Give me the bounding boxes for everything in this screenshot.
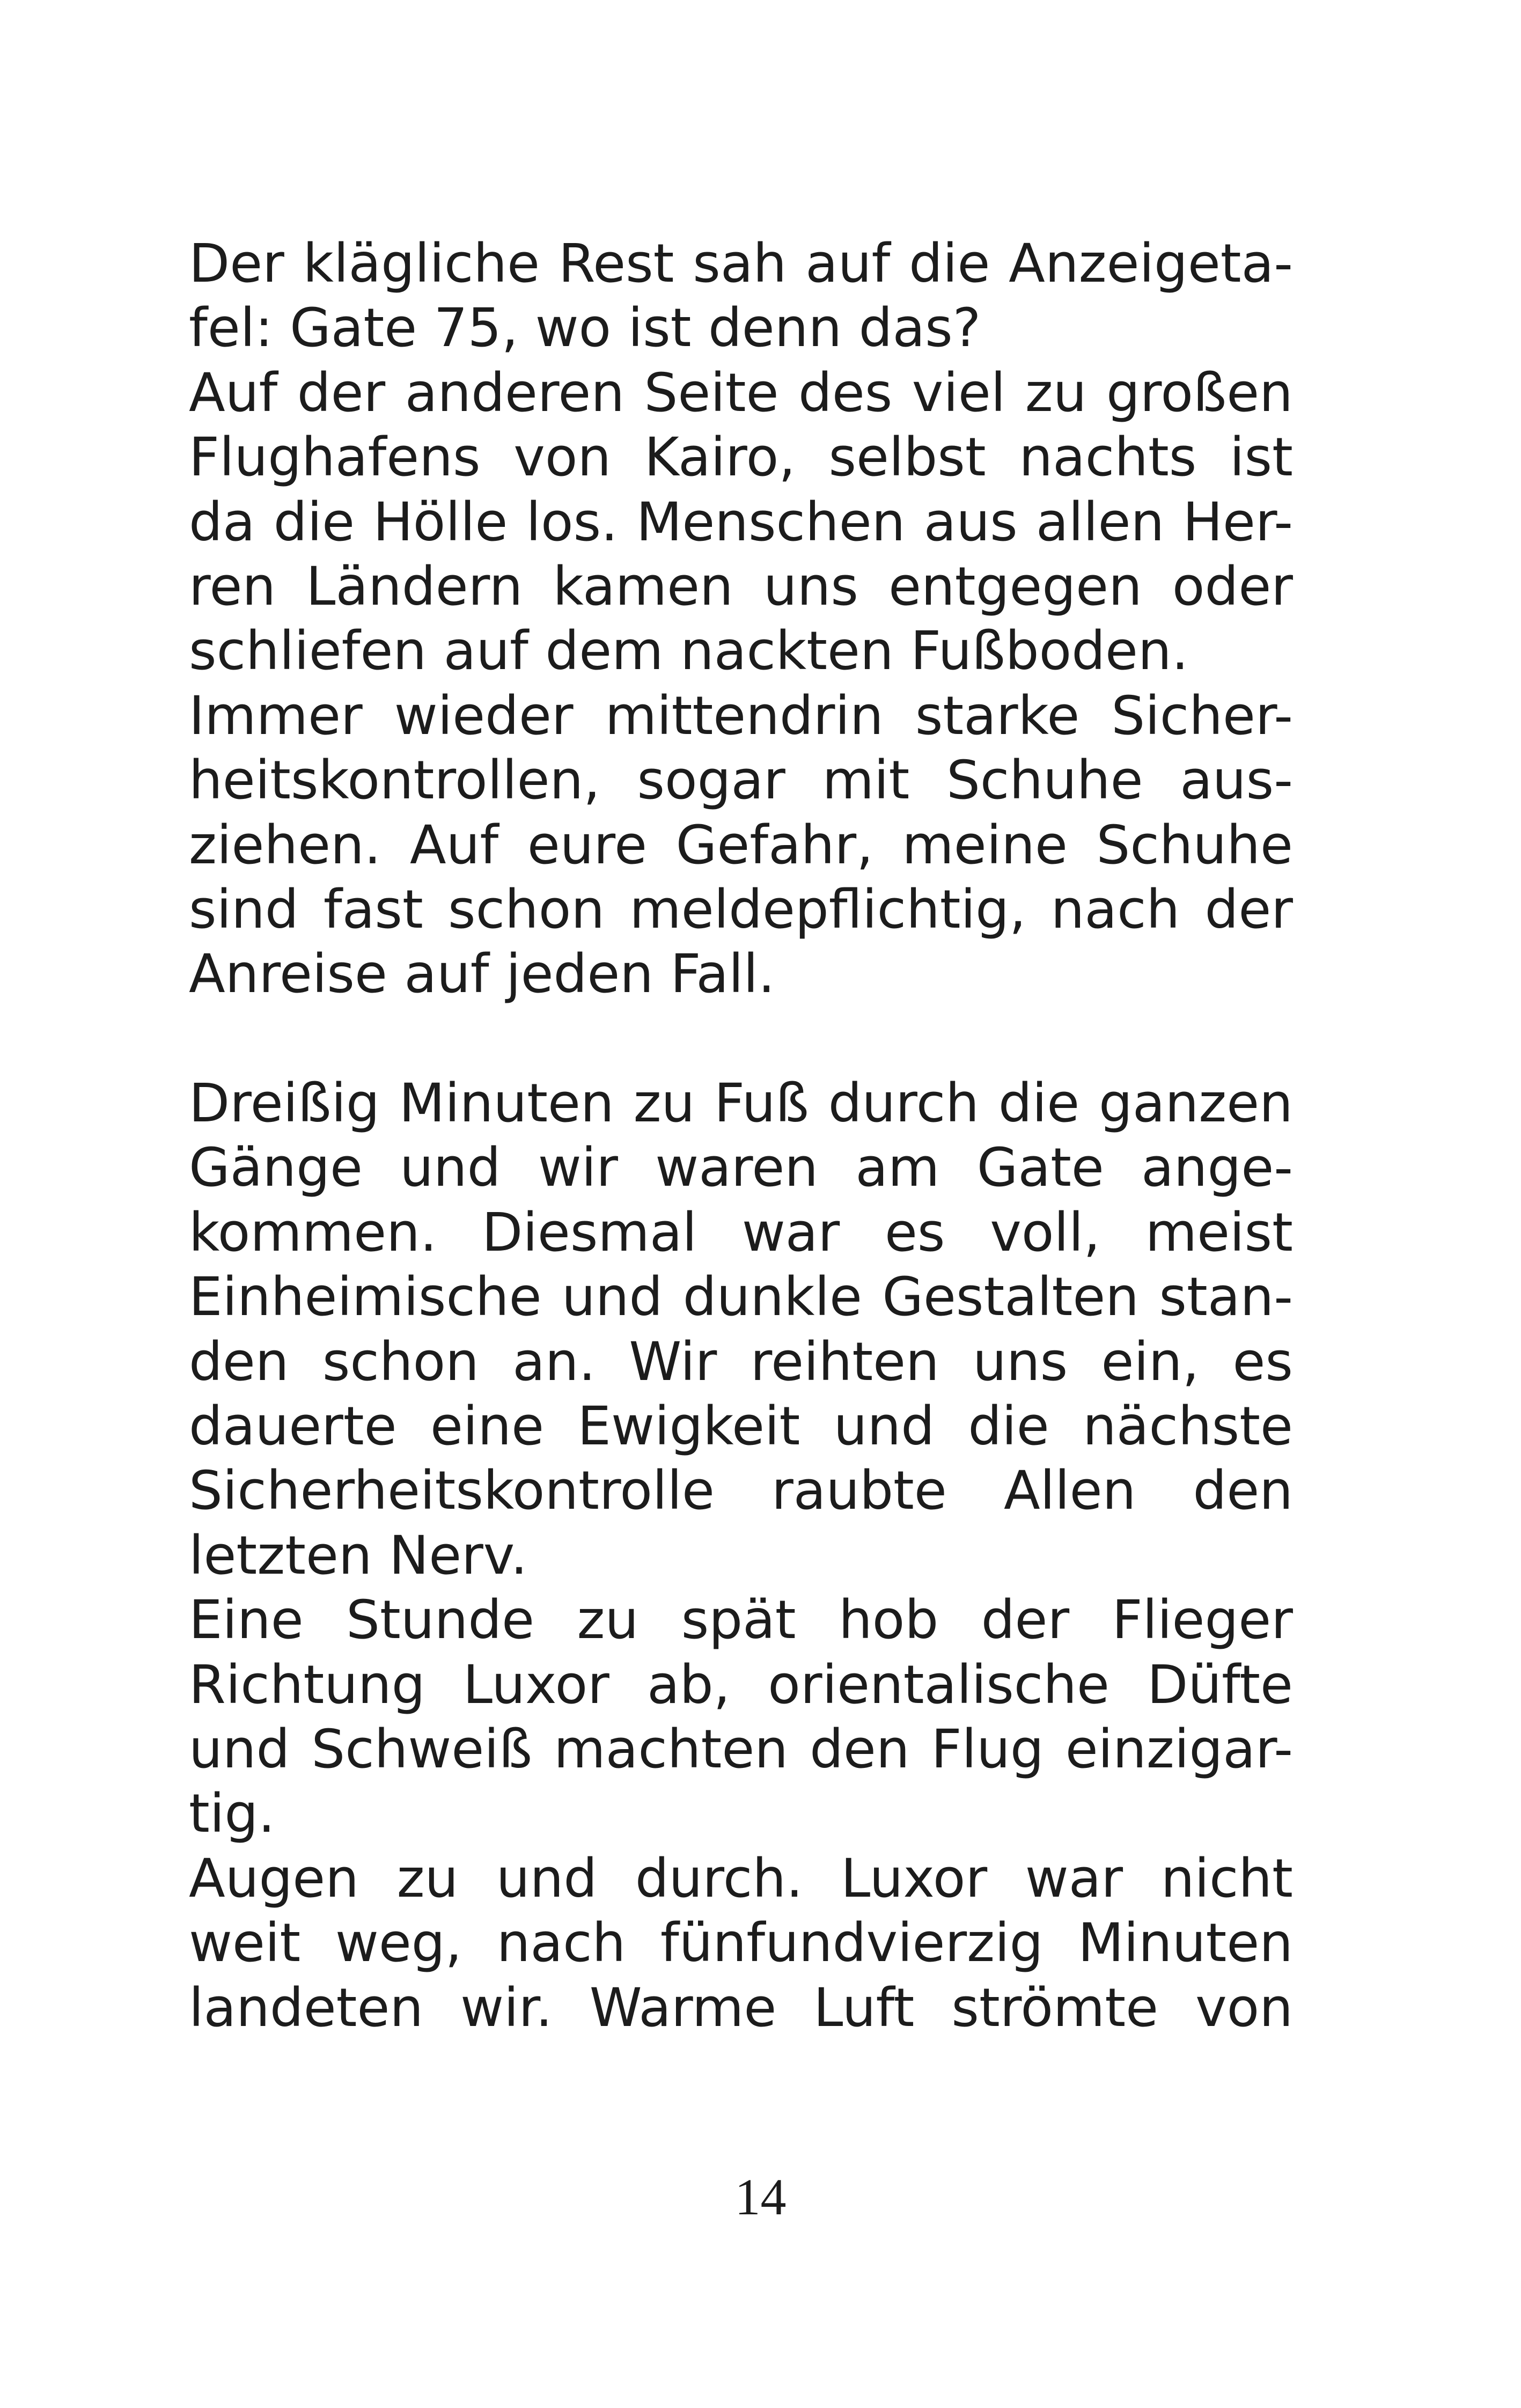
word: ist [1230,427,1293,489]
word: Her- [1182,491,1293,553]
word: die [909,233,990,295]
word: ziehen. [189,814,381,876]
word: Dreißig [189,1073,380,1135]
word: Gefahr, [675,814,873,876]
word: zu [1025,362,1087,424]
word: durch [828,1073,979,1135]
word: voll, [990,1201,1100,1264]
text-line [189,1588,1293,1653]
word: und [562,1266,663,1328]
word: aus [923,491,1018,553]
word: uns [973,1331,1068,1393]
word: wir. [460,1977,553,2039]
word: stan- [1159,1266,1293,1328]
word: Luxor [841,1847,988,1910]
word: zu [577,1589,639,1651]
word: uns [763,555,858,618]
word: Stunde [346,1589,535,1651]
text-line [189,1136,1293,1200]
word: Sicherheitskontrolle [189,1460,715,1522]
word: schon [448,878,605,941]
word: kommen. [189,1201,437,1264]
word: nicht [1160,1847,1293,1910]
text-line [189,1911,1293,1976]
word: der [981,1589,1070,1651]
paragraph [189,1588,1293,1847]
word: weit [189,1912,301,1974]
word: Schuhe [946,750,1143,812]
text-line [189,490,1293,555]
word: Schuhe [1096,814,1293,876]
word: spät [681,1589,796,1651]
word: den [1193,1460,1293,1522]
word: die [273,491,355,553]
word: anderen [405,362,625,424]
word: der [1204,878,1293,941]
paragraph-spacer [189,1007,1293,1071]
word: Diesmal [482,1201,697,1264]
paragraph [189,1847,1293,2040]
text-line [189,1459,1293,1523]
paragraph [189,232,1293,361]
word: Sicher- [1111,685,1293,747]
word: Gate [976,1137,1104,1199]
text-line [189,1201,1293,1265]
word: von [513,427,612,489]
word: Seite [644,362,779,424]
word: am [855,1137,940,1199]
word: Wir [629,1331,717,1393]
word: heitskontrollen, [189,750,600,812]
text-line [189,748,1293,813]
word: strömte [951,1977,1159,2039]
word: war [1025,1847,1123,1910]
word: Minuten [399,1073,614,1135]
word: Augen [189,1847,359,1910]
word: es [1232,1331,1293,1393]
word: machten [554,1718,788,1780]
word: großen [1106,362,1293,424]
word: Luxor [462,1654,609,1716]
text-line: letzten Nerv. [189,1524,528,1587]
word: sogar [637,750,785,812]
word: und [189,1718,290,1780]
word: und [496,1847,598,1910]
text-line [189,555,1293,619]
word: raubte [771,1460,947,1522]
word: von [1195,1977,1293,2039]
text-line [189,878,1293,942]
word: sah [693,233,787,295]
word: entgegen [888,555,1142,618]
word: Düfte [1147,1654,1293,1716]
word: es [884,1201,945,1264]
word: des [798,362,893,424]
text-line [189,1394,1293,1459]
word: und [833,1396,935,1458]
paragraph [189,1071,1293,1588]
word: landeten [189,1977,424,2039]
word: Hölle [373,491,508,553]
word: Auf [409,814,499,876]
word: Ewigkeit [577,1396,800,1458]
word: selbst [828,427,986,489]
word: ein, [1101,1331,1200,1393]
word: war [741,1201,840,1264]
word: ange- [1141,1137,1293,1199]
word: hob [839,1589,939,1651]
word: ab, [647,1654,731,1716]
word: weg, [335,1912,462,1974]
word: die [968,1396,1049,1458]
text-line [189,684,1293,748]
word: Der [189,233,284,295]
word: dauerte [189,1396,397,1458]
word: ganzen [1099,1073,1293,1135]
word: kamen [553,555,733,618]
text-line [189,1976,1293,2040]
word: starke [915,685,1080,747]
word: Flughafens [189,427,481,489]
text-line [189,1071,1293,1136]
word: durch. [635,1847,803,1910]
word: da [189,491,255,553]
text-line [189,1653,1293,1717]
word: Einheimische [189,1266,542,1328]
word: allen [1035,491,1165,553]
word: los. [526,491,618,553]
word: einzigar- [1065,1718,1293,1780]
word: Flieger [1112,1589,1293,1651]
word: mittendrin [605,685,884,747]
word: schon [322,1331,479,1393]
word: meist [1145,1201,1293,1264]
text-line [189,1330,1293,1394]
word: fünfundvierzig [660,1912,1044,1974]
word: Richtung [189,1654,425,1716]
word: dunkle [682,1266,862,1328]
text-line [189,232,1293,296]
paragraph [189,684,1293,1007]
word: Flug [931,1718,1044,1780]
word: den [810,1718,910,1780]
word: sind [189,878,299,941]
word: Kairo, [644,427,796,489]
word: Rest [558,233,674,295]
word: und [400,1137,501,1199]
word: eure [527,814,647,876]
word: an. [512,1331,596,1393]
word: nach [1050,878,1180,941]
word: auf [805,233,891,295]
word: klägliche [303,233,540,295]
word: Anzeigeta- [1009,233,1293,295]
text-line [189,1265,1293,1330]
word: meine [902,814,1068,876]
word: meldepflichtig, [629,878,1026,941]
word: den [189,1331,289,1393]
text-line: fel: Gate 75, wo ist denn das? [189,297,981,359]
word: Menschen [636,491,906,553]
word: Immer [189,685,363,747]
word: zu [633,1073,695,1135]
body-text [189,232,1293,2040]
word: viel [912,362,1006,424]
word: Gestalten [882,1266,1139,1328]
word: Warme [589,1977,777,2039]
text-line: Anreise auf jeden Fall. [189,943,775,1005]
text-line: tig. [189,1783,275,1845]
text-line [189,425,1293,490]
word: Schweiß [311,1718,533,1780]
text-line [189,361,1293,425]
word: Gänge [189,1137,363,1199]
word: Eine [189,1589,304,1651]
word: Luft [813,1977,915,2039]
word: eine [430,1396,545,1458]
word: nachts [1019,427,1197,489]
word: die [998,1073,1080,1135]
word: fast [323,878,423,941]
word: Ländern [306,555,523,618]
word: der [297,362,386,424]
word: mit [822,750,910,812]
word: Auf [189,362,278,424]
word: Minuten [1078,1912,1293,1974]
word: nach [496,1912,626,1974]
text-line [189,1717,1293,1782]
text-line: schliefen auf dem nackten Fußboden. [189,620,1189,682]
page-number: 14 [734,2168,787,2226]
word: wir [538,1137,618,1199]
word: Allen [1003,1460,1136,1522]
word: ren [189,555,276,618]
text-line [189,813,1293,878]
word: aus- [1180,750,1293,812]
word: waren [655,1137,819,1199]
word: oder [1172,555,1293,618]
word: nächste [1083,1396,1293,1458]
word: Fuß [714,1073,809,1135]
text-line [189,1847,1293,1911]
paragraph [189,361,1293,684]
word: zu [396,1847,459,1910]
word: reihten [750,1331,939,1393]
word: orientalische [768,1654,1109,1716]
word: wieder [394,685,574,747]
